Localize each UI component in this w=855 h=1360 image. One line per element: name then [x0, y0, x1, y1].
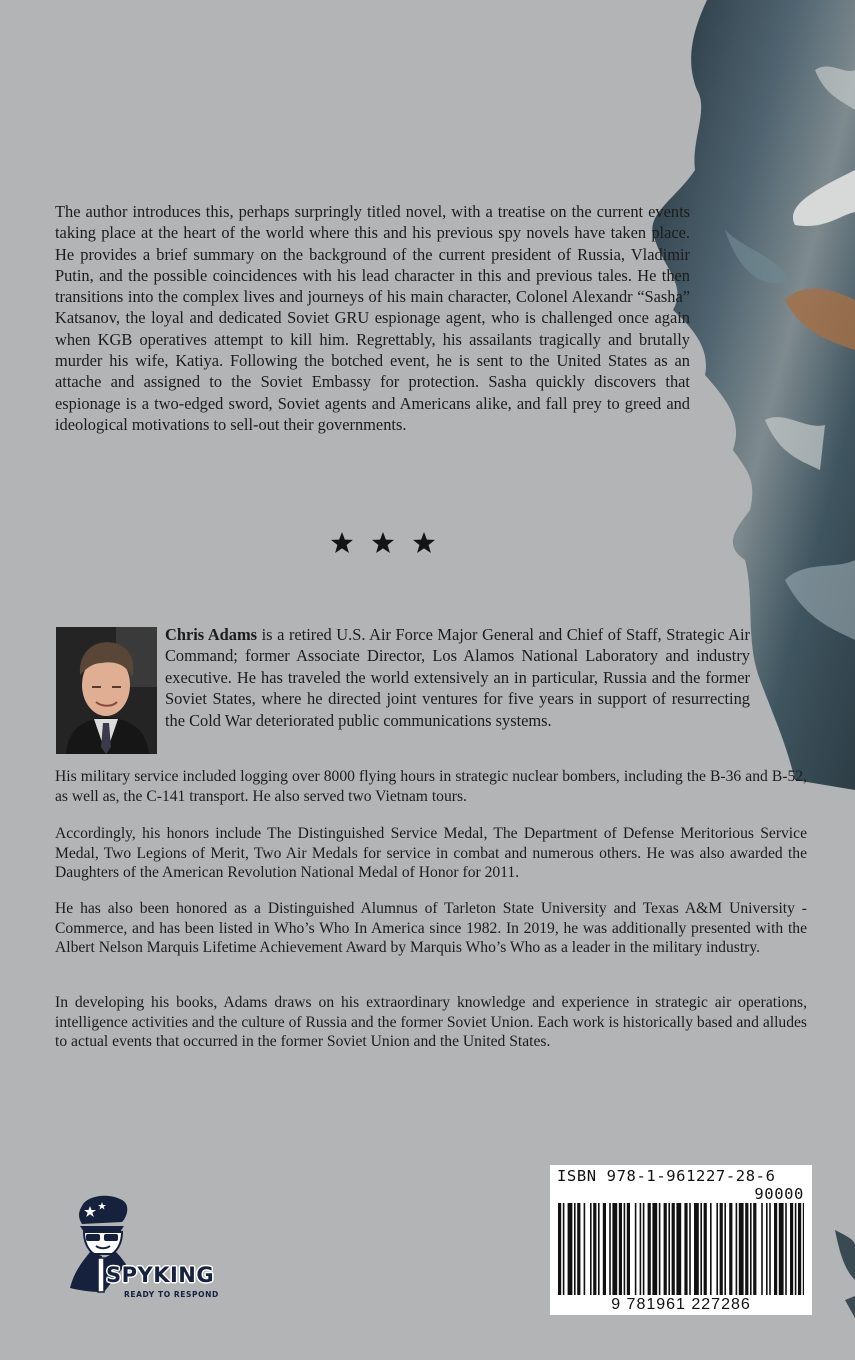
barcode-bar [753, 1203, 756, 1295]
barcode-bar [664, 1203, 667, 1295]
isbn-label: ISBN 978-1-961227-28-6 [557, 1167, 776, 1185]
barcode-bar [558, 1203, 561, 1295]
barcode-bar [624, 1203, 626, 1295]
publisher-name: SPYKING [106, 1263, 215, 1287]
barcode-bar [766, 1203, 768, 1295]
barcode-bar [603, 1203, 606, 1295]
barcode-bar [795, 1203, 797, 1295]
author-photo [56, 627, 157, 754]
barcode-bar [643, 1203, 645, 1295]
barcode-bar [568, 1203, 573, 1295]
barcode-bar [790, 1203, 793, 1295]
barcode-bar [689, 1203, 691, 1295]
bio-paragraph: He has also been honored as a Distinguished Alumnus of Tarleton State University and Texas A&M University - Commerce, and has been listed in Who’s Who In America since 1982. In 2019, he was additionally presented with the Albert Nelson Marquis Lifetime Achievement Award by Marquis Who’s Who as a leader in the military industry. [55, 900, 807, 957]
barcode-bar [619, 1203, 622, 1295]
barcode-bar [694, 1203, 699, 1295]
barcode-bar [710, 1203, 712, 1295]
barcode-bar [652, 1203, 657, 1295]
barcode-bar [774, 1203, 777, 1295]
barcode-bar [785, 1203, 787, 1295]
barcode-bar [574, 1203, 576, 1295]
isbn-barcode [550, 1165, 812, 1315]
barcode-bar [700, 1203, 702, 1295]
barcode-bar [672, 1203, 675, 1295]
isbn-digits: 9 781961 227286 [611, 1296, 751, 1313]
barcode-bar [593, 1203, 596, 1295]
barcode-bar [668, 1203, 670, 1295]
star-icon [371, 531, 395, 555]
barcode-bars [558, 1203, 804, 1295]
book-blurb: The author introduces this, perhaps surpringly titled novel, with a treatise on the current events taking place at the heart of the world where this and his previous spy novels have taken place. He provides a brief summary on the background of the current president of Russia, Vladimir Putin, and the possible coincidences with his lead character in this and previous tales. He then transitions into the complex lives and journeys of his main character, Colonel Alexandr “Sasha” Katsanov, the loyal and dedicated Soviet GRU espionage agent, who is challenged once again when KGB operatives attempt to kill him. Regrettably, his assailants tragically and brutally murder his wife, Katiya. Following the botched event, he is sent to the United States as an attache and assigned to the Soviet Embassy for protection. Sasha quickly discovers that espionage is a two-edged sword, Soviet agents and Americans alike, and fall prey to greed and ideological motivations to sell-out their governments. [55, 202, 690, 434]
author-intro [165, 624, 750, 731]
star-icon [412, 531, 436, 555]
star-icon [330, 531, 354, 555]
bio-paragraph: His military service included logging over 8000 flying hours in strategic nuclear bombers, including the B-36 and B-52, as well as, the C-141 transport. He also served two Vietnam tours. [55, 768, 807, 805]
author-name: Chris Adams [165, 625, 258, 644]
barcode-bar [648, 1203, 651, 1295]
barcode-bar [769, 1203, 771, 1295]
barcode-bar [803, 1203, 804, 1295]
section-divider [330, 531, 436, 555]
barcode-bar [612, 1203, 617, 1295]
barcode-bar [761, 1203, 763, 1295]
barcode-bar [590, 1203, 592, 1295]
barcode-bar [724, 1203, 726, 1295]
publisher-tagline: READY TO RESPOND [124, 1290, 219, 1299]
barcode-bar [609, 1203, 611, 1295]
publisher-logo [60, 1192, 235, 1312]
barcode-bar [577, 1203, 580, 1295]
barcode-bar [635, 1203, 637, 1295]
author-intro-text: is a retired U.S. Air Force Major General and Chief of Staff, Strategic Air Command; former Associate Director, Los Alamos National Laboratory and industry executive. He has traveled the world extensively an in particular, Russia and the former Soviet States, where he directed joint ventures for five years in support of resurrecting the Cold War deteriorated public communications systems. [165, 625, 750, 730]
barcode-bar [584, 1203, 586, 1295]
bio-paragraph: In developing his books, Adams draws on his extraordinary knowledge and experience in strategic air operations, intelligence activities and the culture of Russia and the former Soviet Union. Each work is historically based and alludes to actual events that occurred in the former Soviet Union and the United States. [55, 994, 807, 1051]
barcode-bar [640, 1203, 642, 1295]
barcode-bar [750, 1203, 752, 1295]
barcode-bar [745, 1203, 748, 1295]
barcode-bar [684, 1203, 687, 1295]
barcode-bar [798, 1203, 801, 1295]
barcode-bar [720, 1203, 723, 1295]
barcode-bar [729, 1203, 732, 1295]
barcode-bar [627, 1203, 630, 1295]
barcode-bar [598, 1203, 600, 1295]
barcode-bar [563, 1203, 565, 1295]
barcode-bar [676, 1203, 681, 1295]
barcode-bar [716, 1203, 718, 1295]
barcode-bar [659, 1203, 661, 1295]
barcode-bar [779, 1203, 784, 1295]
barcode-bar [736, 1203, 738, 1295]
barcode-bar [704, 1203, 707, 1295]
price-code: 90000 [754, 1185, 804, 1203]
bio-paragraph: Accordingly, his honors include The Distinguished Service Medal, The Department of Defense Meritorious Service Medal, Two Legions of Merit, Two Air Medals for service in combat and numerous others. He was also awarded the Daughters of the American Revolution National Medal of Honor for 2011. [55, 825, 807, 882]
barcode-bar [739, 1203, 744, 1295]
